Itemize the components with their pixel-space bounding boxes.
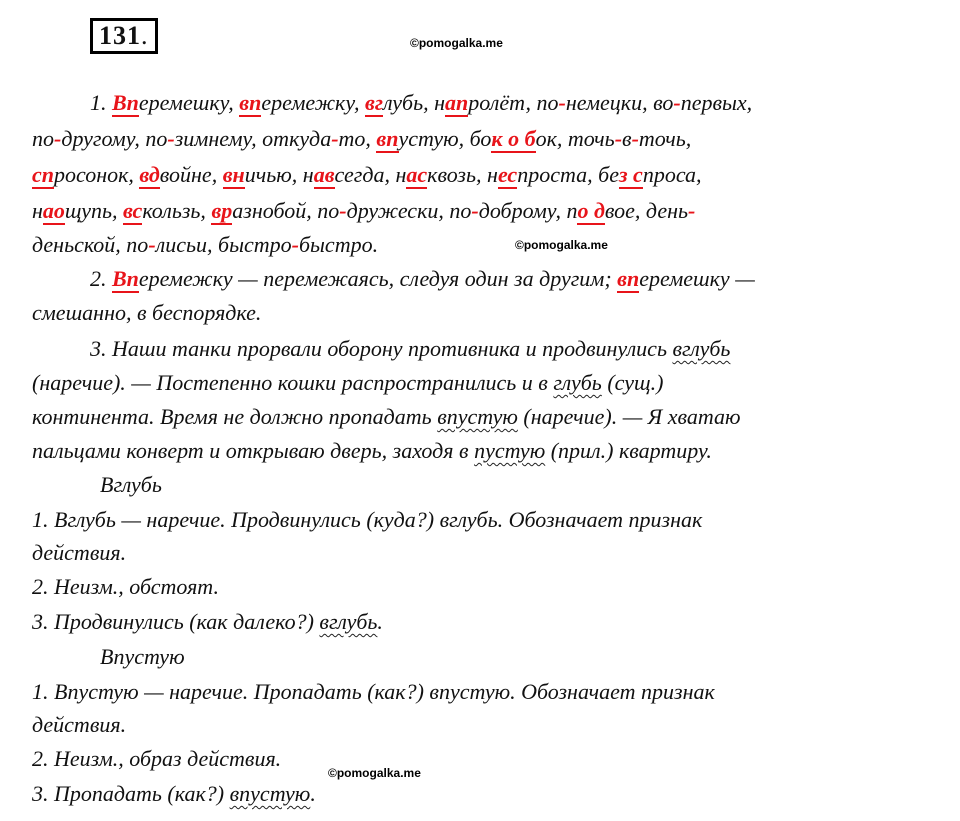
s1-line1: 1. Вперемешку, вперемежку, вглубь, напролёт, по-немецки, во-первых,: [90, 90, 753, 115]
analysis2-item3: 3. Пропадать (как?) впустую.: [32, 781, 316, 806]
s1-line3: спросонок, вдвойне, вничью, навсегда, насквозь, неспроста, без спроса,: [32, 162, 702, 187]
analysis2-item1-line2: действия.: [32, 712, 127, 737]
s3-line3: континента. Время не должно пропадать впустую (наречие). — Я хватаю: [32, 404, 741, 429]
analysis1-item1-line2: действия.: [32, 540, 127, 565]
analysis1-heading: Вглубь: [100, 472, 162, 497]
analysis1-item2: 2. Неизм., обстоят.: [32, 574, 219, 599]
s3-line1: 3. Наши танки прорвали оборону противника и продвинулись вглубь: [90, 336, 731, 361]
watermark-middle: ©pomogalka.me: [515, 238, 608, 252]
s2-line1: 2. Вперемежку — перемежаясь, следуя один за другим; вперемешку —: [90, 266, 755, 291]
s1-line4: наощупь, вскользь, вразнобой, по-дружески, по-доброму, по двое, день-: [32, 198, 696, 223]
analysis2-item2: 2. Неизм., образ действия.: [32, 746, 282, 771]
analysis2-item1-line1: 1. Впустую — наречие. Пропадать (как?) впустую. Обозначает признак: [32, 679, 715, 704]
s1-line5: деньской, по-лисьи, быстро-быстро.: [32, 232, 379, 257]
s3-line2: (наречие). — Постепенно кошки распространились и в глубь (сущ.): [32, 370, 664, 395]
watermark-top: ©pomogalka.me: [410, 36, 503, 50]
exercise-number-suffix: .: [141, 21, 149, 50]
watermark-bottom: ©pomogalka.me: [328, 766, 421, 780]
s2-line2: смешанно, в беспорядке.: [32, 300, 262, 325]
analysis1-item1-line1: 1. Вглубь — наречие. Продвинулись (куда?) вглубь. Обозначает признак: [32, 507, 703, 532]
exercise-number: 131: [99, 21, 141, 50]
analysis1-item3: 3. Продвинулись (как далеко?) вглубь.: [32, 609, 383, 634]
s3-line4: пальцами конверт и открываю дверь, заходя в пустую (прил.) квартиру.: [32, 438, 712, 463]
s1-line2: по-другому, по-зимнему, откуда-то, впустую, бок о бок, точь-в-точь,: [32, 126, 692, 151]
analysis2-heading: Впустую: [100, 644, 185, 669]
exercise-number-box: [90, 18, 158, 54]
